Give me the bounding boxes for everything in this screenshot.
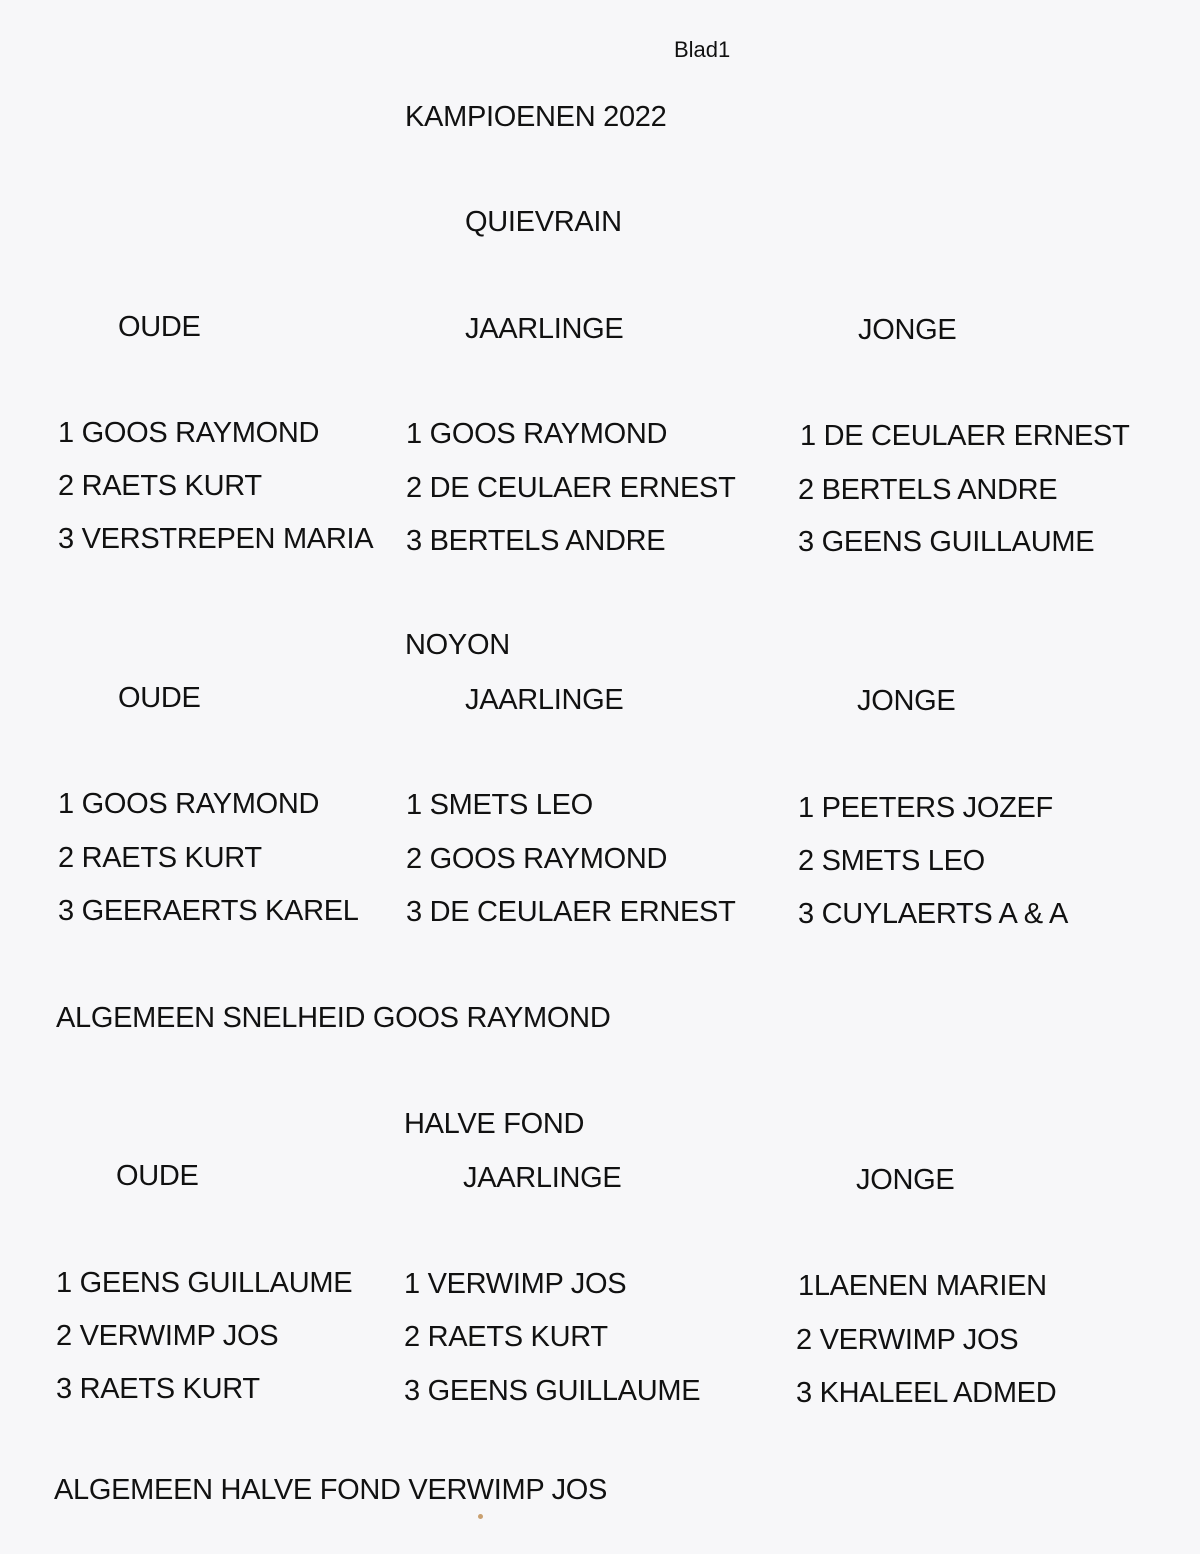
ranking-entry: 1 GOOS RAYMOND <box>406 418 668 450</box>
ranking-entry: 3 GEERAERTS KAREL <box>58 895 359 927</box>
section-title: QUIEVRAIN <box>465 206 622 238</box>
general-ranking: ALGEMEEN HALVE FOND VERWIMP JOS <box>54 1474 608 1506</box>
general-ranking: ALGEMEEN SNELHEID GOOS RAYMOND <box>56 1002 611 1034</box>
ranking-entry: 3 KHALEEL ADMED <box>796 1377 1057 1409</box>
ranking-entry: 3 BERTELS ANDRE <box>406 525 666 557</box>
ranking-entry: 1 VERWIMP JOS <box>404 1268 627 1300</box>
ranking-entry: 2 SMETS LEO <box>798 845 985 877</box>
ranking-entry: 2 RAETS KURT <box>404 1321 608 1353</box>
ranking-entry: 2 RAETS KURT <box>58 470 262 502</box>
ranking-entry: 1 PEETERS JOZEF <box>798 792 1053 824</box>
ranking-entry: 2 VERWIMP JOS <box>796 1324 1019 1356</box>
ranking-entry: 1 GEENS GUILLAUME <box>56 1267 353 1299</box>
ranking-entry: 2 DE CEULAER ERNEST <box>406 472 736 504</box>
ranking-entry: 2 BERTELS ANDRE <box>798 474 1058 506</box>
column-header-jonge: JONGE <box>858 314 957 346</box>
ranking-entry: 1 GOOS RAYMOND <box>58 788 320 820</box>
column-header-oude: OUDE <box>118 311 201 343</box>
ranking-entry: 1 SMETS LEO <box>406 789 593 821</box>
ranking-entry: 1 GOOS RAYMOND <box>58 417 320 449</box>
ranking-entry: 3 CUYLAERTS A & A <box>798 898 1069 930</box>
column-header-jaarlinge: JAARLINGE <box>463 1162 622 1194</box>
ranking-entry: 3 GEENS GUILLAUME <box>404 1375 701 1407</box>
ranking-entry: 3 GEENS GUILLAUME <box>798 526 1095 558</box>
ranking-entry: 3 DE CEULAER ERNEST <box>406 896 736 928</box>
ranking-entry: 1LAENEN MARIEN <box>798 1270 1047 1302</box>
column-header-jaarlinge: JAARLINGE <box>465 313 624 345</box>
column-header-oude: OUDE <box>118 682 201 714</box>
page-title: KAMPIOENEN 2022 <box>405 101 667 133</box>
ranking-entry: 3 RAETS KURT <box>56 1373 260 1405</box>
ranking-entry: 2 GOOS RAYMOND <box>406 843 668 875</box>
sheet-label: Blad1 <box>674 37 731 62</box>
column-header-jonge: JONGE <box>856 1164 955 1196</box>
ranking-entry: 1 DE CEULAER ERNEST <box>800 420 1130 452</box>
ranking-entry: 3 VERSTREPEN MARIA <box>58 523 374 555</box>
paper-speck <box>478 1514 483 1519</box>
column-header-jonge: JONGE <box>857 685 956 717</box>
column-header-jaarlinge: JAARLINGE <box>465 684 624 716</box>
ranking-entry: 2 VERWIMP JOS <box>56 1320 279 1352</box>
ranking-entry: 2 RAETS KURT <box>58 842 262 874</box>
column-header-oude: OUDE <box>116 1160 199 1192</box>
section-title: NOYON <box>405 629 510 661</box>
section-title: HALVE FOND <box>404 1108 585 1140</box>
